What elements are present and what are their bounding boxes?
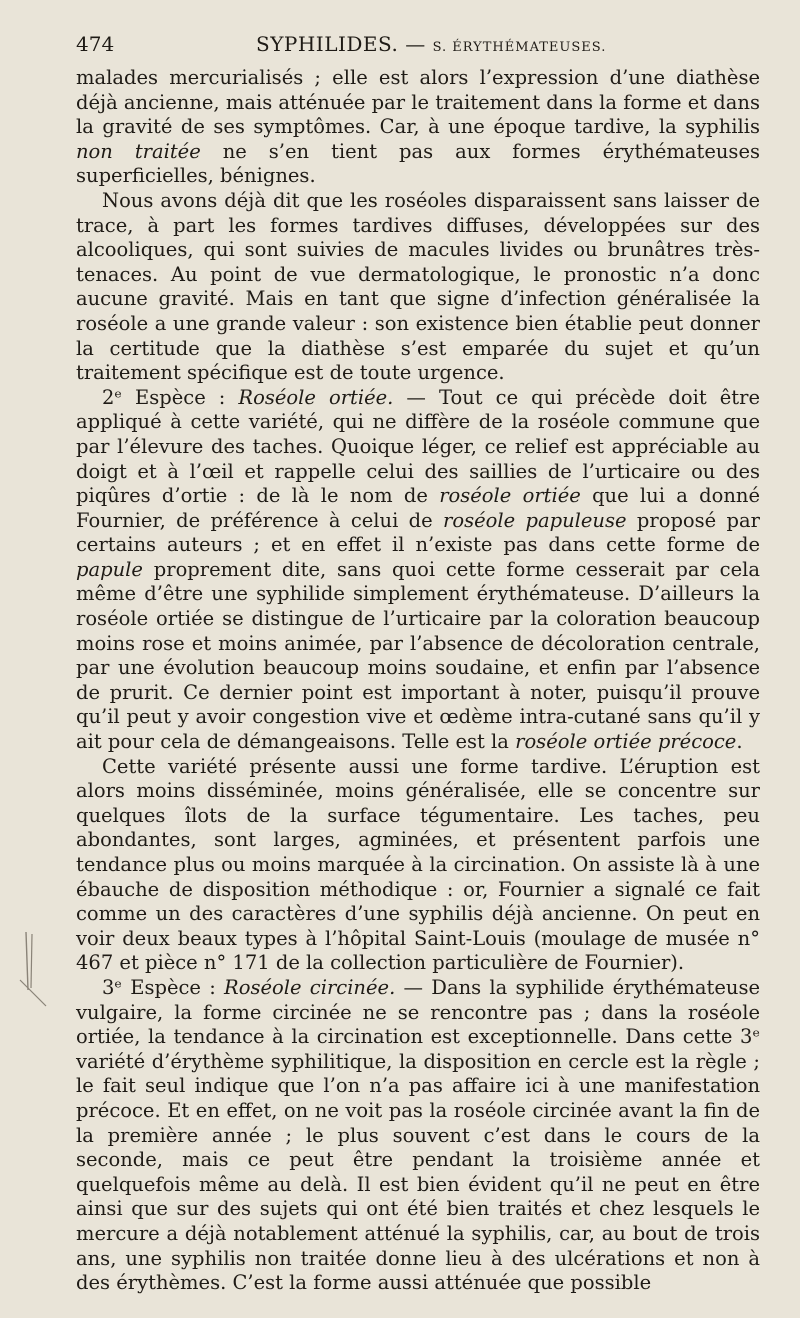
italic-text: Roséole ortiée. (238, 385, 394, 409)
italic-text: Roséole circinée. (224, 975, 396, 999)
text-run: — Tout ce qui précède doit être appliqué à cette variété, qui ne diffère de la roséole commune que par l’élevure des taches. Quoique léger, ce relief est appréciable au doigt et à l’œil et rappelle celui des saillies de l’urticaire ou des piqûres d’ortie : de là le nom de (76, 385, 760, 508)
handwritten-margin-mark (18, 930, 48, 1010)
running-head-main: SYPHILIDES. — (256, 32, 433, 56)
running-head (256, 32, 606, 56)
body-text (76, 66, 760, 1296)
italic-text: roséole ortiée précoce (515, 730, 737, 754)
text-run: ne s’en tient pas aux formes érythémateuses superficielles, bénignes. (76, 139, 760, 188)
text-run: Cette variété présente aussi une forme tardive. L’éruption est alors moins disséminée, moins généralisée, elle se concentre sur quelques îlots de la surface tégumentaire. Les taches, peu abondantes, sont larges, agminées, et présentent parfois une tendance plus ou moins marquée à la circination. On assiste là à une ébauche de disposition méthodique : or, Fournier a signalé ce fait comme un des caractères d’une syphilis déjà ancienne. On peut en voir deux beaux types à l’hôpital Saint-Louis (moulage de musée n° 467 et pièce n° 171 de la collection particulière de Fournier). (76, 754, 760, 975)
italic-text: roséole ortiée (439, 484, 581, 508)
italic-text: roséole papuleuse (443, 508, 627, 532)
italic-text: non traitée (76, 139, 201, 163)
page-header (76, 30, 760, 60)
paragraph (76, 976, 760, 1296)
text-run: que lui a donné Fournier, de préférence à celui de (76, 484, 760, 532)
page-number: 474 (76, 32, 115, 56)
running-head-sub: S. ÉRYTHÉMATEUSES. (432, 40, 607, 55)
italic-text: papule (76, 557, 143, 581)
text-run: 2ᵉ Espèce : (102, 385, 239, 409)
text-run: malades mercurialisés ; elle est alors l’expression d’une diathèse déjà ancienne, mais atténuée par le traitement dans la forme et dans la gravité de ses symptômes. Car, à une époque tardive, la syphilis (76, 66, 760, 139)
paragraph (76, 66, 760, 189)
paragraph (76, 189, 760, 386)
paragraph (76, 755, 760, 976)
text-run: Nous avons déjà dit que les roséoles disparaissent sans laisser de trace, à part les formes tardives diffuses, développées sur des alcooliques, qui sont suivies de macules livides ou brunâtres très-tenaces. Au point de vue dermatologique, le pronostic n’a donc aucune gravité. Mais en tant que signe d’infection généralisée la roséole a une grande valeur : son existence bien établie peut donner la certitude que la diathèse s’est emparée du sujet et qu’un traitement spécifique est de toute urgence. (76, 188, 760, 385)
text-run: proprement dite, sans quoi cette forme cesserait par cela même d’être une syphilide simplement érythémateuse. D’ailleurs la roséole ortiée se distingue de l’urticaire par la coloration beaucoup moins rose et moins animée, par l’absence de décoloration centrale, par une évolution beaucoup moins soudaine, et enfin par l’absence de prurit. Ce dernier point est important à noter, puisqu’il prouve qu’il peut y avoir congestion vive et œdème intra-cutané sans qu’il y ait pour cela de démangeaisons. Telle est la (76, 557, 760, 754)
text-run: proposé par certains auteurs ; et en effet il n’existe pas dans cette forme de (76, 508, 760, 557)
text-run: . (736, 730, 743, 754)
paragraph (76, 386, 760, 755)
text-run: 3ᵉ Espèce : (102, 975, 225, 999)
text-run: — Dans la syphilide érythémateuse vulgaire, la forme circinée ne se rencontre pas ; dans la roséole ortiée, la tendance à la circination est exceptionnelle. Dans cette 3ᵉ variété d’érythème syphilitique, la disposition en cercle est la règle ; le fait seul indique que l’on n’a pas affaire ici à une manifestation précoce. Et en effet, on ne voit pas la roséole circinée avant la fin de la première année ; le plus souvent c’est dans le cours de la seconde, mais ce peut être pendant la troisième année et quelquefois même au delà. Il est bien évident qu’il ne peut en être ainsi que sur des sujets qui ont été bien traités et chez lesquels le mercure a déjà notablement atténué la syphilis, car, au bout de trois ans, une syphilis non traitée donne lieu à des ulcérations et non à des érythèmes. C’est la forme aussi atténuée que possible (76, 975, 760, 1295)
